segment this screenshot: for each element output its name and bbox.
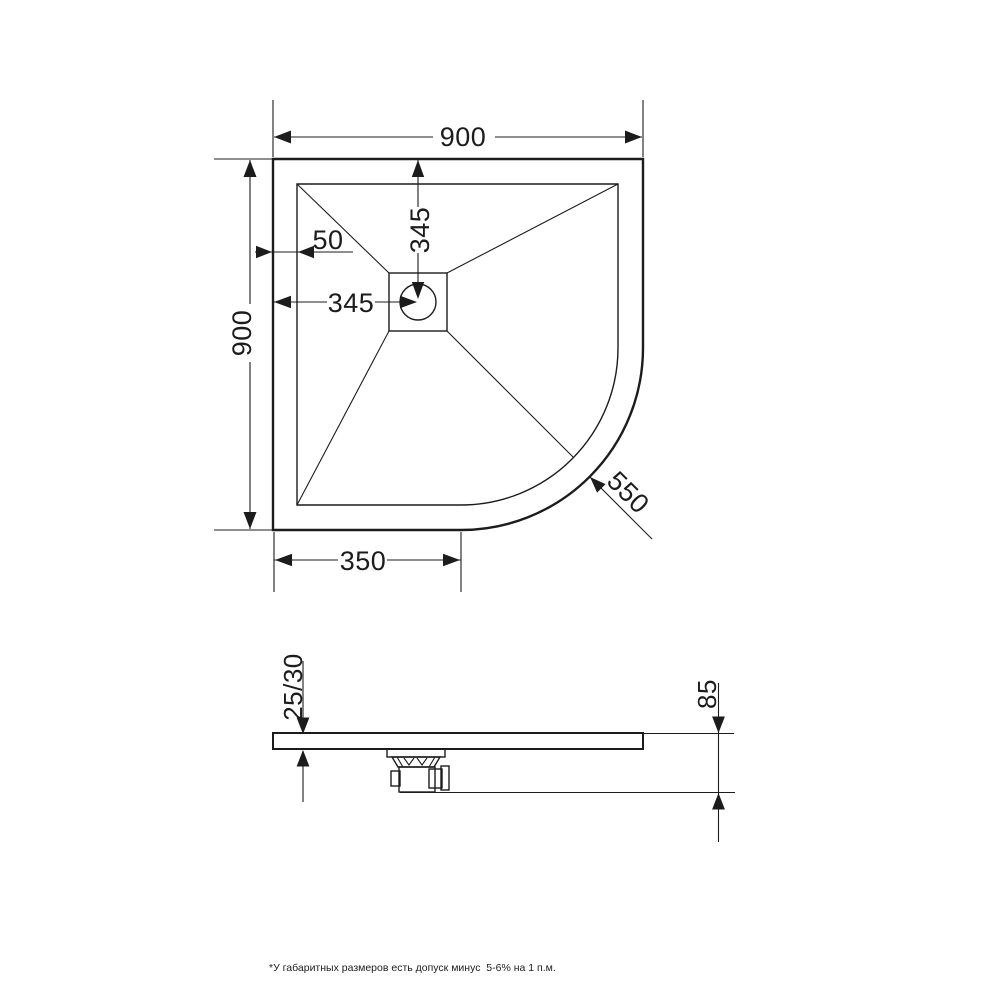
dim-label-bottom: 350 — [339, 546, 387, 576]
side-view — [273, 653, 735, 842]
arrowhead-down — [712, 717, 725, 734]
arrowhead-right — [625, 131, 642, 144]
drain-flange — [387, 749, 445, 757]
dim-label-width: 900 — [439, 122, 487, 152]
dimension-bottom-350 — [274, 532, 461, 592]
dim-label-rim: 50 — [312, 225, 344, 255]
drain-teeth — [404, 758, 427, 765]
arrowhead-up — [244, 160, 257, 177]
tolerance-footnote: *У габаритных размеров есть допуск минус 5-6% на 1 п.м. — [269, 962, 556, 974]
arrowhead-left — [274, 131, 291, 144]
dim-label-thickness: 25/30 — [278, 653, 308, 721]
dim-label-drain-y: 345 — [405, 206, 435, 254]
arrowhead-up — [712, 793, 725, 810]
dimension-height-85 — [400, 679, 735, 842]
dim-label-radius: 550 — [601, 465, 656, 520]
drain-trap-assembly — [387, 749, 449, 792]
arrowhead-right — [443, 554, 460, 566]
dim-label-drain-x: 345 — [327, 288, 375, 318]
drain-cone — [392, 757, 440, 767]
dimension-height-900 — [214, 159, 272, 530]
dimension-radius-550 — [590, 465, 655, 539]
arrowhead-right — [256, 246, 272, 258]
dim-label-height: 900 — [227, 309, 257, 357]
dim-label-total-height: 85 — [692, 679, 722, 709]
arrowhead-up — [297, 750, 310, 767]
dimension-thickness-25-30 — [278, 653, 309, 802]
arrowhead-down — [244, 512, 257, 529]
top-view — [214, 100, 655, 592]
tray-section-outline — [273, 733, 643, 749]
dimension-width-900 — [273, 100, 643, 157]
arrowhead-left — [275, 554, 292, 566]
